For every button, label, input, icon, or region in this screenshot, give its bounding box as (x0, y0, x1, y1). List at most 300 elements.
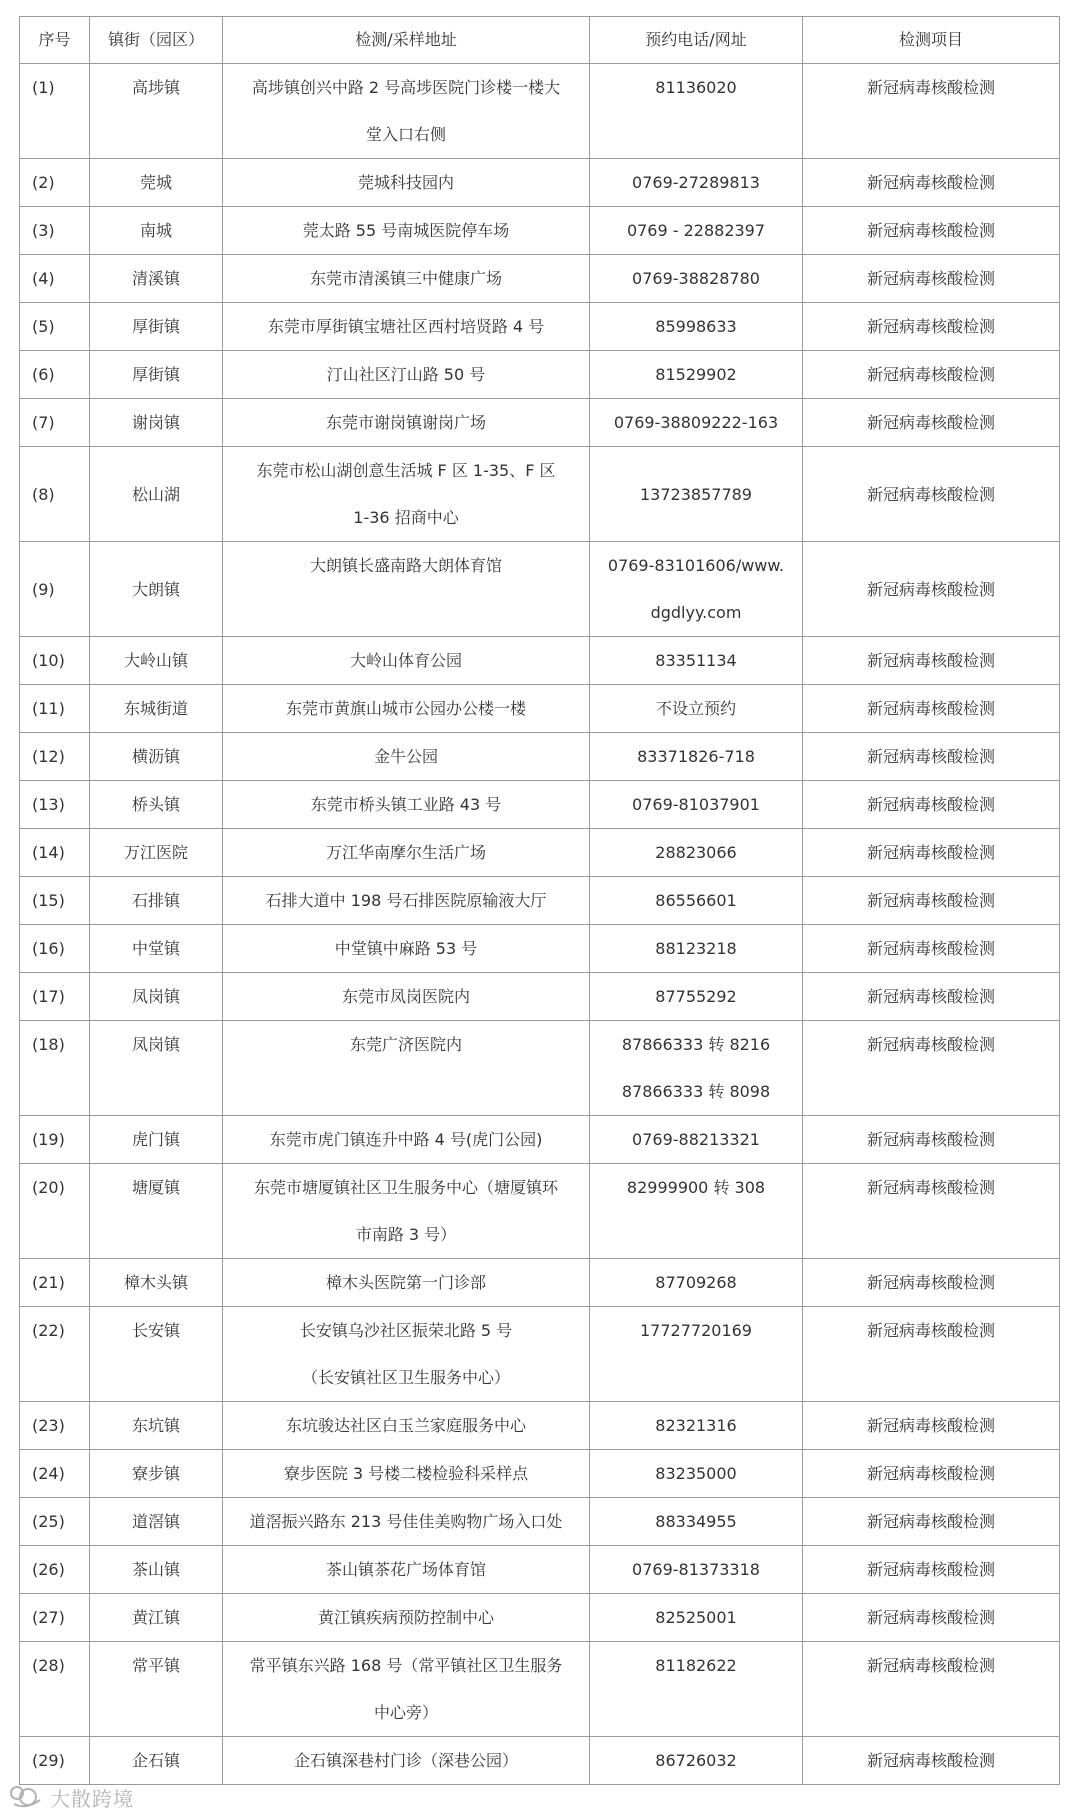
row-index: (13) (32, 795, 65, 814)
table-header-row (20, 17, 1060, 64)
cell-town (90, 542, 223, 637)
table-row (20, 829, 1060, 877)
row-address-line: 东莞市虎门镇连升中路 4 号(虎门公园) (269, 1130, 543, 1149)
cell-item (803, 925, 1060, 973)
cell-town (90, 1498, 223, 1546)
row-town: 大朗镇 (131, 579, 180, 599)
cell-item (803, 637, 1060, 685)
watermark-text: 大散跨境 (50, 1786, 134, 1811)
cell-town (90, 399, 223, 447)
row-index: (1) (32, 78, 55, 97)
row-address-line: 茶山镇茶花广场体育馆 (325, 1560, 486, 1579)
table-row (20, 1737, 1060, 1785)
table-row (20, 542, 1060, 637)
cell-town (90, 1546, 223, 1594)
cell-address (223, 733, 590, 781)
row-town: 厚街镇 (131, 317, 180, 336)
row-address-line: 堂入口右侧 (365, 125, 446, 144)
row-address-line: 市南路 3 号） (355, 1225, 457, 1244)
row-item: 新冠病毒核酸检测 (866, 1512, 995, 1531)
cell-index (20, 733, 90, 781)
cell-phone (590, 637, 803, 685)
header-phone: 预约电话/网址 (590, 17, 803, 64)
row-address-line: 万江华南摩尔生活广场 (325, 843, 486, 862)
row-phone-line: 17727720169 (640, 1321, 752, 1340)
cell-address (223, 1164, 590, 1259)
row-index: (4) (32, 269, 55, 288)
row-index: (29) (32, 1751, 65, 1770)
row-town: 清溪镇 (131, 269, 180, 288)
row-item: 新冠病毒核酸检测 (866, 413, 995, 432)
row-town: 茶山镇 (131, 1560, 180, 1579)
row-index: (26) (32, 1560, 65, 1579)
row-index: (27) (32, 1608, 65, 1627)
cell-phone (590, 829, 803, 877)
cell-address (223, 1450, 590, 1498)
table-body (20, 64, 1060, 1785)
row-phone-line: 87866333 转 8098 (621, 1082, 771, 1101)
row-address-line: （长安镇社区卫生服务中心） (301, 1368, 510, 1387)
row-index: (10) (32, 651, 65, 670)
row-address-line: 道滘振兴路东 213 号佳佳美购物广场入口处 (249, 1512, 563, 1531)
cell-address (223, 1307, 590, 1402)
table-row (20, 637, 1060, 685)
row-address-line: 石排大道中 198 号石排医院原输液大厅 (265, 891, 547, 910)
table-row (20, 207, 1060, 255)
testing-sites-table (19, 16, 1060, 1785)
cell-phone (590, 1498, 803, 1546)
row-index: (19) (32, 1130, 65, 1149)
cell-phone (590, 1307, 803, 1402)
cell-item (803, 1021, 1060, 1116)
table-row (20, 1642, 1060, 1737)
row-index: (15) (32, 891, 65, 910)
row-phone-line: 0769-81373318 (632, 1560, 760, 1579)
row-item: 新冠病毒核酸检测 (866, 1416, 995, 1435)
cell-address (223, 1594, 590, 1642)
table-row (20, 1259, 1060, 1307)
table-row (20, 399, 1060, 447)
table-row (20, 351, 1060, 399)
row-address-line: 东莞市谢岗镇谢岗广场 (325, 413, 486, 432)
row-index: (23) (32, 1416, 65, 1435)
logo-icon (8, 1784, 44, 1810)
cell-phone (590, 1164, 803, 1259)
cell-item (803, 1594, 1060, 1642)
row-address-line: 东莞市厚街镇宝塘社区西村培贤路 4 号 (267, 317, 545, 336)
cell-town (90, 925, 223, 973)
cell-item (803, 1307, 1060, 1402)
cell-phone (590, 207, 803, 255)
cell-index (20, 542, 90, 637)
row-index: (9) (32, 579, 55, 599)
cell-town (90, 64, 223, 159)
cell-town (90, 159, 223, 207)
cell-town (90, 829, 223, 877)
row-index: (14) (32, 843, 65, 862)
row-item: 新冠病毒核酸检测 (866, 651, 995, 670)
row-phone-line: 0769-38828780 (632, 269, 760, 288)
row-town: 高埗镇 (131, 78, 180, 97)
cell-item (803, 303, 1060, 351)
cell-item (803, 973, 1060, 1021)
cell-address (223, 925, 590, 973)
cell-address (223, 447, 590, 542)
row-index: (12) (32, 747, 65, 766)
row-town: 桥头镇 (131, 795, 180, 814)
row-item: 新冠病毒核酸检测 (866, 1751, 995, 1770)
row-phone-line: 82321316 (655, 1416, 737, 1435)
cell-index (20, 1402, 90, 1450)
cell-item (803, 877, 1060, 925)
cell-phone (590, 1450, 803, 1498)
row-town: 企石镇 (131, 1751, 180, 1770)
cell-phone (590, 447, 803, 542)
row-address-line: 莞太路 55 号南城医院停车场 (302, 221, 510, 240)
row-phone-line: 88334955 (655, 1512, 737, 1531)
row-town: 横沥镇 (131, 747, 180, 766)
row-index: (18) (32, 1035, 65, 1054)
table-row (20, 64, 1060, 159)
cell-item (803, 542, 1060, 637)
row-phone-line: 82525001 (655, 1608, 737, 1627)
row-item: 新冠病毒核酸检测 (866, 795, 995, 814)
cell-index (20, 1164, 90, 1259)
cell-index (20, 255, 90, 303)
cell-town (90, 1450, 223, 1498)
cell-item (803, 1402, 1060, 1450)
cell-item (803, 1116, 1060, 1164)
row-item: 新冠病毒核酸检测 (866, 939, 995, 958)
table-row (20, 1402, 1060, 1450)
cell-phone (590, 877, 803, 925)
cell-index (20, 685, 90, 733)
row-index: (24) (32, 1464, 65, 1483)
header-address: 检测/采样地址 (223, 17, 590, 64)
row-index: (16) (32, 939, 65, 958)
cell-town (90, 1164, 223, 1259)
row-phone-line: 13723857789 (640, 484, 752, 504)
cell-address (223, 1116, 590, 1164)
row-address-line: 1-36 招商中心 (353, 508, 459, 527)
cell-phone (590, 399, 803, 447)
row-address-line: 高埗镇创兴中路 2 号高埗医院门诊楼一楼大 (251, 78, 561, 97)
row-address-line: 黄江镇疾病预防控制中心 (317, 1608, 494, 1627)
row-item: 新冠病毒核酸检测 (866, 1464, 995, 1483)
table-row (20, 1594, 1060, 1642)
row-phone-line: dgdlyy.com (650, 603, 742, 622)
row-phone-line: 87709268 (655, 1273, 737, 1292)
cell-phone (590, 733, 803, 781)
row-index: (20) (32, 1178, 65, 1197)
row-item: 新冠病毒核酸检测 (866, 484, 995, 504)
cell-address (223, 1402, 590, 1450)
cell-town (90, 1642, 223, 1737)
cell-index (20, 1021, 90, 1116)
row-town: 东坑镇 (131, 1416, 180, 1435)
cell-phone (590, 542, 803, 637)
row-item: 新冠病毒核酸检测 (866, 1656, 995, 1675)
row-address-line: 东莞市桥头镇工业路 43 号 (310, 795, 502, 814)
row-phone-line: 83371826-718 (637, 747, 755, 766)
row-address-line: 大朗镇长盛南路大朗体育馆 (309, 556, 502, 575)
row-address-line: 常平镇东兴路 168 号（常平镇社区卫生服务 (249, 1656, 563, 1675)
row-item: 新冠病毒核酸检测 (866, 843, 995, 862)
row-phone-line: 0769-83101606/www. (607, 556, 785, 575)
row-item: 新冠病毒核酸检测 (866, 1130, 995, 1149)
cell-town (90, 207, 223, 255)
row-address-line: 长安镇乌沙社区振荣北路 5 号 (299, 1321, 513, 1340)
row-town: 东城街道 (123, 699, 188, 718)
row-address-line: 企石镇深巷村门诊（深巷公园） (293, 1751, 518, 1770)
cell-item (803, 399, 1060, 447)
row-phone-line: 81136020 (655, 78, 737, 97)
table-row (20, 973, 1060, 1021)
cell-item (803, 447, 1060, 542)
row-address-line: 东莞市塘厦镇社区卫生服务中心（塘厦镇环 (253, 1178, 558, 1197)
cell-town (90, 1116, 223, 1164)
row-town: 道滘镇 (131, 1512, 180, 1531)
cell-address (223, 829, 590, 877)
watermark (8, 1782, 134, 1812)
cell-address (223, 1259, 590, 1307)
cell-address (223, 637, 590, 685)
row-phone-line: 81182622 (655, 1656, 737, 1675)
row-town: 万江医院 (123, 843, 188, 862)
row-item: 新冠病毒核酸检测 (866, 987, 995, 1006)
table-row (20, 1021, 1060, 1116)
cell-address (223, 781, 590, 829)
row-phone-line: 81529902 (655, 365, 737, 384)
row-phone-line: 86726032 (655, 1751, 737, 1770)
cell-town (90, 1021, 223, 1116)
cell-address (223, 1642, 590, 1737)
cell-phone (590, 1402, 803, 1450)
cell-index (20, 64, 90, 159)
table-row (20, 925, 1060, 973)
row-phone-line: 88123218 (655, 939, 737, 958)
table-row (20, 1546, 1060, 1594)
cell-index (20, 781, 90, 829)
table-row (20, 1164, 1060, 1259)
row-phone-line: 82999900 转 308 (626, 1178, 766, 1197)
table-row (20, 781, 1060, 829)
row-item: 新冠病毒核酸检测 (866, 317, 995, 336)
cell-phone (590, 1642, 803, 1737)
cell-address (223, 1737, 590, 1785)
cell-index (20, 973, 90, 1021)
row-phone-line: 85998633 (655, 317, 737, 336)
cell-item (803, 1164, 1060, 1259)
row-item: 新冠病毒核酸检测 (866, 1321, 995, 1340)
row-phone-line: 0769-81037901 (632, 795, 760, 814)
cell-item (803, 829, 1060, 877)
header-index: 序号 (20, 17, 90, 64)
cell-town (90, 1259, 223, 1307)
cell-index (20, 1737, 90, 1785)
row-item: 新冠病毒核酸检测 (866, 747, 995, 766)
row-town: 谢岗镇 (131, 413, 180, 432)
cell-index (20, 1498, 90, 1546)
cell-item (803, 159, 1060, 207)
row-index: (17) (32, 987, 65, 1006)
row-address-line: 樟木头医院第一门诊部 (325, 1273, 486, 1292)
row-phone-line: 87866333 转 8216 (621, 1035, 771, 1054)
cell-index (20, 1307, 90, 1402)
cell-town (90, 1402, 223, 1450)
cell-item (803, 1546, 1060, 1594)
row-address-line: 东莞广济医院内 (349, 1035, 462, 1054)
row-item: 新冠病毒核酸检测 (866, 173, 995, 192)
row-town: 常平镇 (131, 1656, 180, 1675)
cell-index (20, 829, 90, 877)
row-town: 松山湖 (131, 484, 180, 504)
row-town: 塘厦镇 (131, 1178, 180, 1197)
table-row (20, 447, 1060, 542)
row-address-line: 东莞市凤岗医院内 (341, 987, 470, 1006)
cell-index (20, 1642, 90, 1737)
cell-address (223, 303, 590, 351)
row-town: 长安镇 (131, 1321, 180, 1340)
row-index: (28) (32, 1656, 65, 1675)
row-index: (2) (32, 173, 55, 192)
cell-phone (590, 303, 803, 351)
row-address-line: 东莞市松山湖创意生活城 F 区 1-35、F 区 (256, 461, 556, 480)
row-index: (11) (32, 699, 65, 718)
table-row (20, 1116, 1060, 1164)
cell-town (90, 973, 223, 1021)
cell-phone (590, 1259, 803, 1307)
row-town: 厚街镇 (131, 365, 180, 384)
row-town: 中堂镇 (131, 939, 180, 958)
cell-item (803, 733, 1060, 781)
row-item: 新冠病毒核酸检测 (866, 365, 995, 384)
cell-address (223, 1021, 590, 1116)
row-town: 凤岗镇 (131, 1035, 180, 1054)
cell-item (803, 1498, 1060, 1546)
cell-town (90, 685, 223, 733)
cell-address (223, 351, 590, 399)
cell-item (803, 781, 1060, 829)
cell-address (223, 685, 590, 733)
row-index: (3) (32, 221, 55, 240)
cell-address (223, 399, 590, 447)
row-address-line: 寮步医院 3 号楼二楼检验科采样点 (283, 1464, 529, 1483)
cell-phone (590, 1116, 803, 1164)
cell-phone (590, 64, 803, 159)
cell-town (90, 733, 223, 781)
table-row (20, 159, 1060, 207)
row-index: (25) (32, 1512, 65, 1531)
cell-phone (590, 781, 803, 829)
row-town: 凤岗镇 (131, 987, 180, 1006)
cell-item (803, 351, 1060, 399)
row-phone-line: 83235000 (655, 1464, 737, 1483)
cell-address (223, 542, 590, 637)
row-item: 新冠病毒核酸检测 (866, 1035, 995, 1054)
cell-phone (590, 351, 803, 399)
cell-town (90, 255, 223, 303)
row-item: 新冠病毒核酸检测 (866, 269, 995, 288)
cell-index (20, 637, 90, 685)
table-row (20, 255, 1060, 303)
row-town: 寮步镇 (131, 1464, 180, 1483)
row-town: 虎门镇 (131, 1130, 180, 1149)
cell-index (20, 399, 90, 447)
row-address-line: 中堂镇中麻路 53 号 (334, 939, 478, 958)
header-item: 检测项目 (803, 17, 1060, 64)
cell-index (20, 159, 90, 207)
cell-town (90, 1307, 223, 1402)
cell-index (20, 925, 90, 973)
row-phone-line: 0769-88213321 (632, 1130, 760, 1149)
header-town: 镇街（园区） (90, 17, 223, 64)
row-address-line: 东坑骏达社区白玉兰家庭服务中心 (285, 1416, 526, 1435)
row-item: 新冠病毒核酸检测 (866, 579, 995, 599)
cell-phone (590, 255, 803, 303)
cell-address (223, 159, 590, 207)
cell-item (803, 1642, 1060, 1737)
cell-phone (590, 973, 803, 1021)
table-row (20, 303, 1060, 351)
row-phone-line: 不设立预约 (655, 699, 736, 718)
row-town: 莞城 (139, 173, 172, 192)
cell-phone (590, 1594, 803, 1642)
table-row (20, 1498, 1060, 1546)
row-index: (22) (32, 1321, 65, 1340)
row-town: 樟木头镇 (123, 1273, 188, 1292)
cell-item (803, 64, 1060, 159)
row-item: 新冠病毒核酸检测 (866, 699, 995, 718)
cell-address (223, 1498, 590, 1546)
row-phone-line: 86556601 (655, 891, 737, 910)
cell-address (223, 973, 590, 1021)
row-index: (7) (32, 413, 55, 432)
cell-index (20, 207, 90, 255)
cell-item (803, 255, 1060, 303)
cell-town (90, 1737, 223, 1785)
cell-item (803, 207, 1060, 255)
cell-town (90, 1594, 223, 1642)
row-phone-line: 0769 - 22882397 (626, 221, 766, 240)
table-row (20, 733, 1060, 781)
cell-item (803, 685, 1060, 733)
cell-address (223, 1546, 590, 1594)
cell-item (803, 1259, 1060, 1307)
cell-address (223, 877, 590, 925)
cell-town (90, 303, 223, 351)
row-phone-line: 83351134 (655, 651, 737, 670)
row-town: 石排镇 (131, 891, 180, 910)
row-address-line: 东莞市清溪镇三中健康广场 (309, 269, 502, 288)
row-address-line: 中心旁） (373, 1703, 438, 1722)
row-index: (21) (32, 1273, 65, 1292)
row-item: 新冠病毒核酸检测 (866, 1560, 995, 1579)
cell-town (90, 447, 223, 542)
row-item: 新冠病毒核酸检测 (866, 1178, 995, 1197)
cell-phone (590, 925, 803, 973)
cell-town (90, 637, 223, 685)
cell-phone (590, 1546, 803, 1594)
cell-phone (590, 1021, 803, 1116)
row-item: 新冠病毒核酸检测 (866, 1273, 995, 1292)
row-address-line: 金牛公园 (373, 747, 438, 766)
cell-address (223, 207, 590, 255)
row-phone-line: 0769-27289813 (632, 173, 760, 192)
row-phone-line: 87755292 (655, 987, 737, 1006)
row-address-line: 东莞市黄旗山城市公园办公楼一楼 (285, 699, 526, 718)
row-town: 黄江镇 (131, 1608, 180, 1627)
